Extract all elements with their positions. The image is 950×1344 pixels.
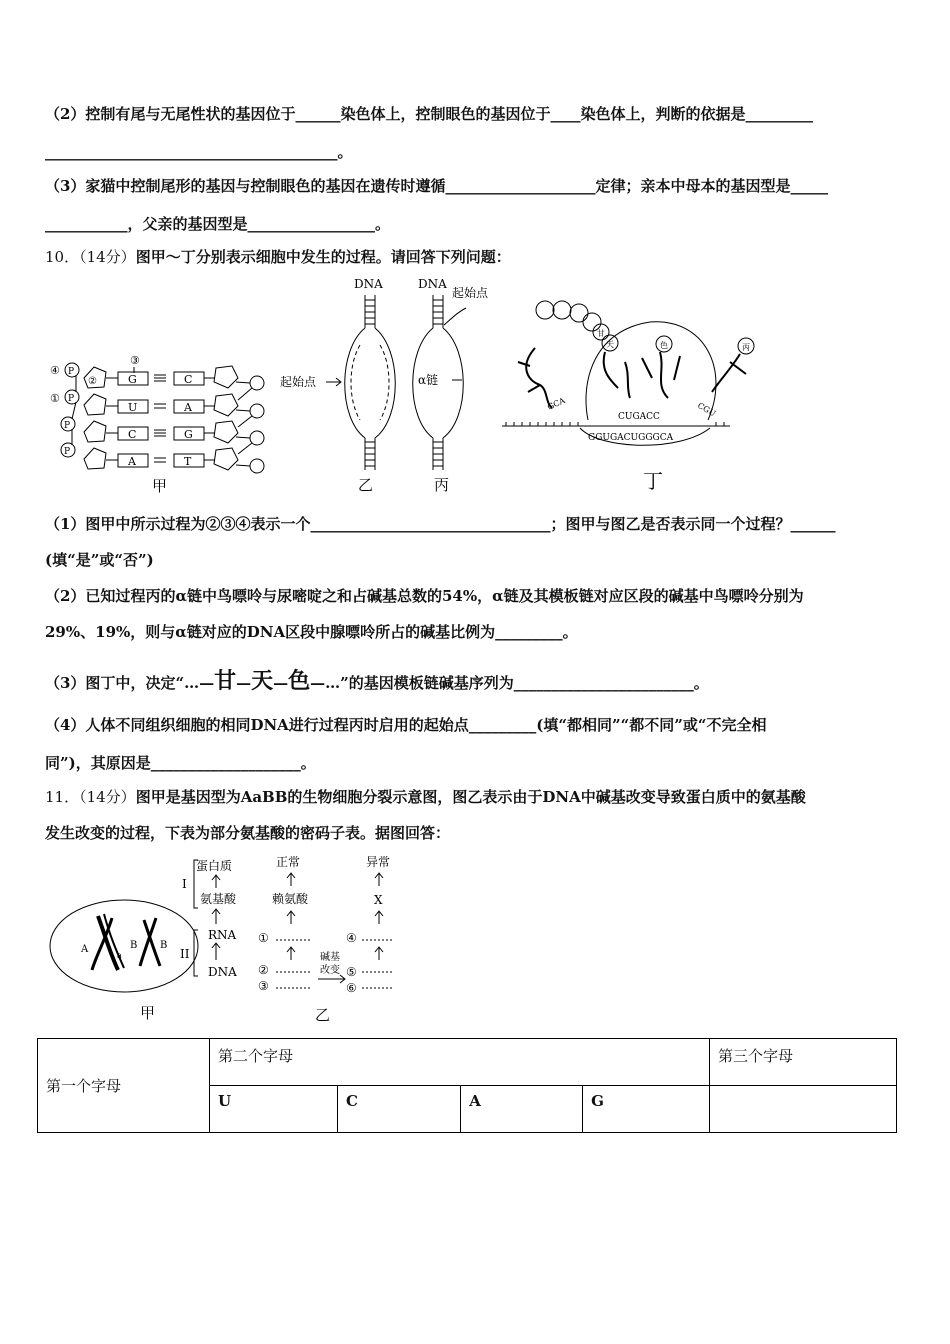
phosphate-2: P — [68, 394, 75, 404]
gene-a: a — [117, 951, 122, 960]
figure-ding — [502, 301, 754, 493]
phosphate-4: P — [64, 447, 71, 457]
gene-A: A — [81, 944, 89, 955]
q10-part4-line1: （4）人体不同组织细胞的相同DNA进行过程丙时启用的起始点_________(填“都相同”“都不同”或“不完全相 — [45, 716, 767, 734]
figure-yi — [280, 277, 395, 494]
q10-part2-line2: 29%、19%，则与α链对应的DNA区段中腺嘌呤所占的碱基比例为_________。 — [45, 623, 578, 641]
header-third-letter: 第三个字母 — [710, 1039, 897, 1086]
codon-6: ⑥ — [346, 981, 357, 995]
yi-origin-label: 起始点 — [280, 375, 317, 389]
label-n3: ③ — [130, 354, 140, 367]
figure-11-yi — [180, 854, 394, 1024]
q10-part3-prefix: （3）图丁中，决定“…— — [45, 674, 215, 692]
aa-se-large: 色 — [288, 668, 311, 694]
aa-se: 色 — [660, 341, 668, 350]
q11-score: （14分） — [79, 788, 136, 806]
codon-2: ② — [258, 963, 269, 977]
q10-part2-line1: （2）已知过程丙的α链中鸟嘌呤与尿嘧啶之和占碱基总数的54%，α链及其模板链对应区段的碱基中鸟嘌呤分别为 — [45, 587, 804, 605]
codon-table — [37, 1038, 897, 1133]
q11-stem-line2: 发生改变的过程，下表为部分氨基酸的密码子表。据图回答： — [45, 824, 451, 842]
base-right-2: A — [184, 401, 192, 414]
base-left-2: U — [128, 401, 138, 414]
q10-part3-suffix: —…”的基因模板链碱基序列为________________________。 — [310, 674, 709, 692]
label-protein: 蛋白质 — [196, 859, 233, 873]
col-a: A — [461, 1086, 583, 1133]
label-dna: DNA — [208, 965, 237, 979]
header-first-letter: 第一个字母 — [38, 1039, 210, 1133]
label-ding: 丁 — [643, 469, 663, 493]
q11-number: 11． — [45, 788, 80, 806]
label-base-change-1: 碱基 — [320, 952, 340, 963]
phosphate-3: P — [64, 421, 71, 431]
label-x: X — [374, 893, 383, 907]
gene-B-2: B — [160, 940, 168, 951]
base-left-3: C — [128, 428, 137, 441]
figure-jia — [50, 354, 264, 495]
codon-4: ④ — [346, 931, 357, 945]
q10-part3 — [45, 664, 709, 695]
phosphate-1: P — [68, 367, 75, 377]
label-roman-1: I — [182, 877, 187, 891]
label-11-jia: 甲 — [140, 1004, 156, 1022]
base-left-1: G — [128, 373, 137, 386]
bing-dna-label: DNA — [418, 277, 447, 291]
aa-gan-large: 甘 — [214, 668, 237, 694]
q10-header — [45, 246, 511, 267]
label-yi: 乙 — [358, 476, 374, 494]
base-right-3: G — [184, 428, 193, 441]
figure-11-jia — [50, 900, 198, 1022]
yi-dna-label: DNA — [354, 277, 383, 291]
bing-alpha-label: α链 — [418, 373, 439, 387]
aa-gan: 甘 — [597, 329, 605, 338]
figure-10 — [40, 270, 750, 500]
q10-part1-line1: （1）图甲中所示过程为②③④表示一个________________________________；图甲与图乙是否表示同一个过程？______ — [45, 515, 836, 533]
col-g: G — [583, 1086, 710, 1133]
label-n1: ① — [50, 392, 60, 405]
base-left-4: A — [128, 455, 136, 468]
q10-stem: 图甲～丁分别表示细胞中发生的过程。请回答下列问题： — [135, 248, 511, 266]
label-amino: 氨基酸 — [200, 892, 237, 906]
col-u: U — [210, 1086, 338, 1133]
codon-3: ③ — [258, 979, 269, 993]
anticodon-gca: GCA — [546, 395, 567, 412]
q9-part2-line2: _______________________________________。 — [45, 143, 353, 161]
label-rna: RNA — [208, 928, 237, 942]
q10-part4-line2: 同”)，其原因是____________________。 — [45, 754, 316, 772]
q9-part2-line1: （2）控制有尾与无尾性状的基因位于______染色体上，控制眼色的基因位于____染色体上，判断的依据是_________ — [45, 105, 813, 123]
label-11-yi: 乙 — [315, 1006, 331, 1024]
figure-bing — [413, 277, 489, 494]
aa-tian-large: 天 — [251, 668, 274, 694]
header-second-letter: 第二个字母 — [210, 1039, 710, 1086]
bing-origin-label: 起始点 — [452, 286, 489, 300]
figure-11 — [48, 848, 408, 1028]
codon-mrna: CUGACC — [618, 412, 660, 422]
label-jia: 甲 — [152, 477, 168, 495]
label-bing: 丙 — [434, 476, 450, 494]
label-normal: 正常 — [276, 855, 301, 869]
codon-1: ① — [258, 931, 269, 945]
anticodon-cgu: CGU — [696, 400, 718, 419]
q9-part3-line1: （3）家猫中控制尾形的基因与控制眼色的基因在遗传时遵循____________________定律；亲本中母本的基因型是_____ — [45, 177, 828, 195]
label-abnormal: 异常 — [366, 855, 391, 869]
label-n2: ② — [88, 376, 97, 387]
label-base-change-2: 改变 — [320, 965, 340, 976]
col-c: C — [338, 1086, 461, 1133]
aa-bing: 丙 — [742, 343, 750, 352]
q9-part3-line2: ___________，父亲的基因型是_________________。 — [45, 215, 391, 233]
table-row — [38, 1039, 897, 1086]
third-letter-cell — [710, 1086, 897, 1133]
q10-part1-line2: (填“是”或“否”) — [45, 551, 154, 569]
aa-tian: 天 — [606, 340, 614, 349]
q11-header — [45, 786, 806, 807]
label-lys: 赖氨酸 — [272, 892, 309, 906]
gene-B-1: B — [130, 940, 138, 951]
base-right-1: C — [184, 373, 193, 386]
base-right-4: T — [184, 455, 192, 468]
label-roman-2: II — [180, 947, 190, 961]
mrna-sequence: GGUGACUGGGCA — [588, 433, 674, 443]
codon-5: ⑤ — [346, 965, 357, 979]
sep-1: — — [236, 674, 252, 692]
sep-2: — — [273, 674, 289, 692]
label-n4: ④ — [50, 364, 60, 377]
q10-number: 10． — [45, 248, 80, 266]
q11-stem-line1: 图甲是基因型为AaBB的生物细胞分裂示意图，图乙表示由于DNA中碱基改变导致蛋白质中的氨基酸 — [135, 788, 806, 806]
q10-score: （14分） — [79, 248, 136, 266]
